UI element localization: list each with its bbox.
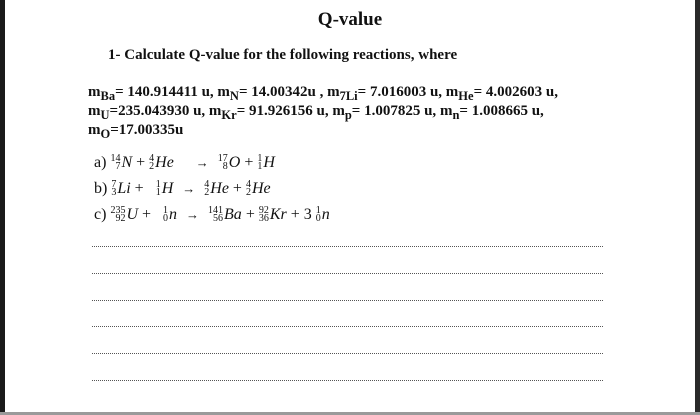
mass-neutron-symbol: $m_n$: [439, 103, 460, 122]
mass-u-symbol: $m_U$: [88, 103, 110, 122]
plus-sign: +: [136, 154, 146, 171]
mass-ba-symbol: $m_{Ba}$: [88, 84, 116, 103]
answer-line[interactable]: [92, 326, 603, 327]
reaction-label: b): [94, 180, 108, 197]
mass-p-value: = 1.007825 u,: [351, 103, 440, 119]
nuclide: 92 36 Kr: [258, 205, 287, 225]
mass-line-2: [88, 103, 544, 123]
left-frame-edge: [0, 0, 5, 415]
nuclide: 4 2 He: [245, 179, 271, 199]
mass-line-1: [88, 84, 558, 104]
nuclide: 17 8 O: [217, 153, 241, 173]
plus-sign: +: [142, 206, 152, 223]
reaction-label: c): [94, 206, 107, 223]
mass-kr-value: = 91.926156 u,: [236, 103, 333, 119]
mass-o-symbol: $m_O$: [88, 122, 111, 141]
nuclide: 4 2 He: [204, 179, 229, 199]
plus-sign: +: [245, 206, 255, 223]
nuclide: 1 0 n: [163, 205, 178, 225]
nuclide: 1 1 H: [257, 153, 275, 173]
question-prompt: 1- Calculate Q-value for the following reactions, where: [108, 47, 458, 63]
answer-line[interactable]: [92, 273, 603, 274]
plus-sign: +: [134, 180, 144, 197]
nuclide: 141 56 Ba: [208, 205, 242, 225]
plus-sign: +: [244, 154, 254, 171]
reaction-a: [94, 154, 275, 172]
nuclide: 1 0 n: [315, 205, 330, 225]
mass-o-value: =17.00335u: [110, 122, 184, 138]
mass-neutron-value: = 1.008665 u,: [459, 103, 544, 119]
mass-li-value: = 7.016003 u,: [357, 84, 446, 100]
mass-he-symbol: $m_{He}$: [445, 84, 474, 103]
mass-n-value: = 14.00342u ,: [238, 84, 328, 100]
mass-p-symbol: $m_p$: [332, 103, 352, 122]
answer-line[interactable]: [92, 300, 603, 301]
arrow-icon: →: [182, 181, 196, 196]
coefficient: 3: [303, 206, 312, 223]
mass-li-symbol: $m_{7Li}$: [327, 84, 358, 103]
page-title: Q-value: [317, 9, 383, 30]
answer-line[interactable]: [92, 380, 603, 381]
mass-u-value: =235.043930 u,: [109, 103, 209, 119]
answer-line[interactable]: [92, 246, 603, 247]
answer-line[interactable]: [92, 353, 603, 354]
nuclide: 4 2 He: [149, 153, 174, 173]
plus-sign: +: [232, 180, 242, 197]
right-frame-edge: [695, 0, 700, 415]
nuclide: 1 1 H: [155, 179, 174, 199]
mass-line-3: [88, 122, 183, 142]
mass-he-value: = 4.002603 u,: [473, 84, 558, 100]
nuclide: 235 92 U: [110, 205, 138, 225]
reaction-label: a): [94, 154, 107, 171]
mass-ba-value: = 140.914411 u,: [115, 84, 218, 100]
reaction-b: [94, 180, 271, 198]
mass-n-symbol: $m_N$: [217, 84, 239, 103]
reaction-c: [94, 206, 330, 224]
nuclide: 14 7 N: [110, 153, 133, 173]
mass-kr-symbol: $m_{Kr}$: [208, 103, 237, 122]
nuclide: 7 3 Li: [111, 179, 131, 199]
plus-sign: +: [290, 206, 300, 223]
arrow-icon: →: [186, 207, 200, 222]
arrow-icon: →: [195, 155, 209, 170]
